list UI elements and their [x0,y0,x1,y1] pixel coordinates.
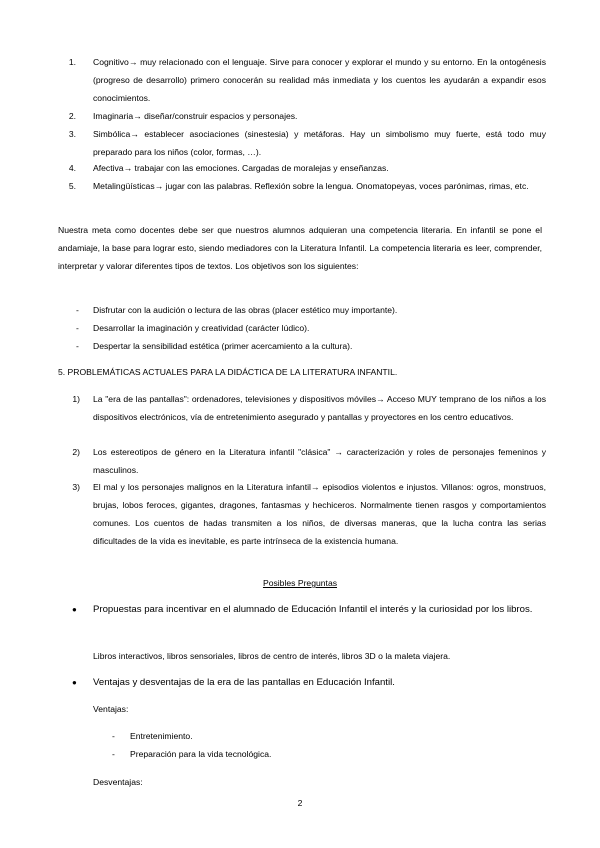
section-heading: 5. PROBLEMÁTICAS ACTUALES PARA LA DIDÁCTICA DE LA LITERATURA INFANTIL. [58,367,398,377]
dash-marker: - [76,323,79,333]
dash-marker: - [112,749,115,759]
answer-text: Libros interactivos, libros sensoriales, libros de centro de interés, libros 3D o la maleta viajera. [93,651,451,661]
intro-paragraph: Nuestra meta como docentes debe ser que nuestros alumnos adquieran una competencia literaria. En infantil se pone el andamiaje, la base para lograr esto, siendo mediadores con la Literatura Infantil. La competencia literaria es leer, comprender, interpretar y valorar diferentes tipos de textos. Los objetivos son los siguientes: [58,225,542,271]
dash-marker: - [76,305,79,315]
page-number: 2 [297,798,303,808]
dash-marker: - [76,341,79,351]
bullet-icon: ● [72,678,77,687]
ventajas-label: Ventajas: [93,704,129,714]
document-page: 1. Cognitivo→ muy relacionado con el lenguaje. Sirve para conocer y explorar el mundo y su entorno. En la ontogénesis (progreso de desarrollo) primero conocerán su realidad más inmediata y los cuentos les ayudarán a expandir esos conocimientos. 2. Imaginaria→ diseñar/construir espacios y personajes. 3. Simbólica→ establecer asociaciones (sinestesia) y metáforas. Hay un simbolismo muy fuerte, está todo muy preparado para los niños (color, formas, …). 4. Afectiva→ trabajar con las emociones. Cargadas de moralejas y enseñanzas. 5. Metalingüísticas→ jugar con las palabras. Reflexión sobre la lengua. Onomatopeyas, voces parónimas, rimas, etc. Nuestra meta como docentes debe ser que nuestros alumnos adquieran una competencia literaria. En infantil se pone el andamiaje, la base para lograr esto, siendo mediadores con la Literatura Infantil. La competencia literaria es leer, comprender, interpretar y valorar diferentes tipos de textos. Los objetivos son los siguientes: - Disfrutar con la audición o lectura de las obras (placer estético muy importante). - Desarrollar la imaginación y creatividad (carácter lúdico). - Despertar la sensibilidad estética (primer acercamiento a la cultura). 5. PROBLEMÁTICAS ACTUALES PARA LA DIDÁCTICA DE LA LITERATURA INFANTIL. 1) La "era de las pantallas": ordenadores, televisiones y dispositivos móviles→ Acceso MUY temprano de los niños a los dispositivos electrónicos, vía de entretenimiento asegurado y pantallas y proyectores en los centro educativos. 2) Los estereotipos de género en la Literatura infantil "clásica" → caracterización y roles de personajes femeninos y masculinos. 3) El mal y los personajes malignos en la Literatura infantil→ episodios violentos e injustos. Villanos: ogros, monstruos, brujas, lobos feroces, gigantes, dragones, fantasmas y hechiceros. Normalmente tienen rasgos y comportamientos comunes. Los cuentos de hadas transmiten a los niños, de diversas maneras, que la lucha contra las serias dificultades de la vida es inevitable, es parte intrínseca de la existencia humana. Posibles Preguntas ● Propuestas para incentivar en el alumnado de Educación Infantil el interés y la curiosidad por los libros. Libros interactivos, libros sensoriales, libros de centro de interés, libros 3D o la maleta viajera. ● Ventajas y desventajas de la era de las pantallas en Educación Infantil. Ventajas: - Entretenimiento. - Preparación para la vida tecnológica. Desventajas: 2 [0,0,600,848]
questions-heading: Posibles Preguntas [262,578,338,588]
desventajas-label: Desventajas: [93,777,143,787]
bullet-icon: ● [72,605,77,614]
dash-marker: - [112,731,115,741]
